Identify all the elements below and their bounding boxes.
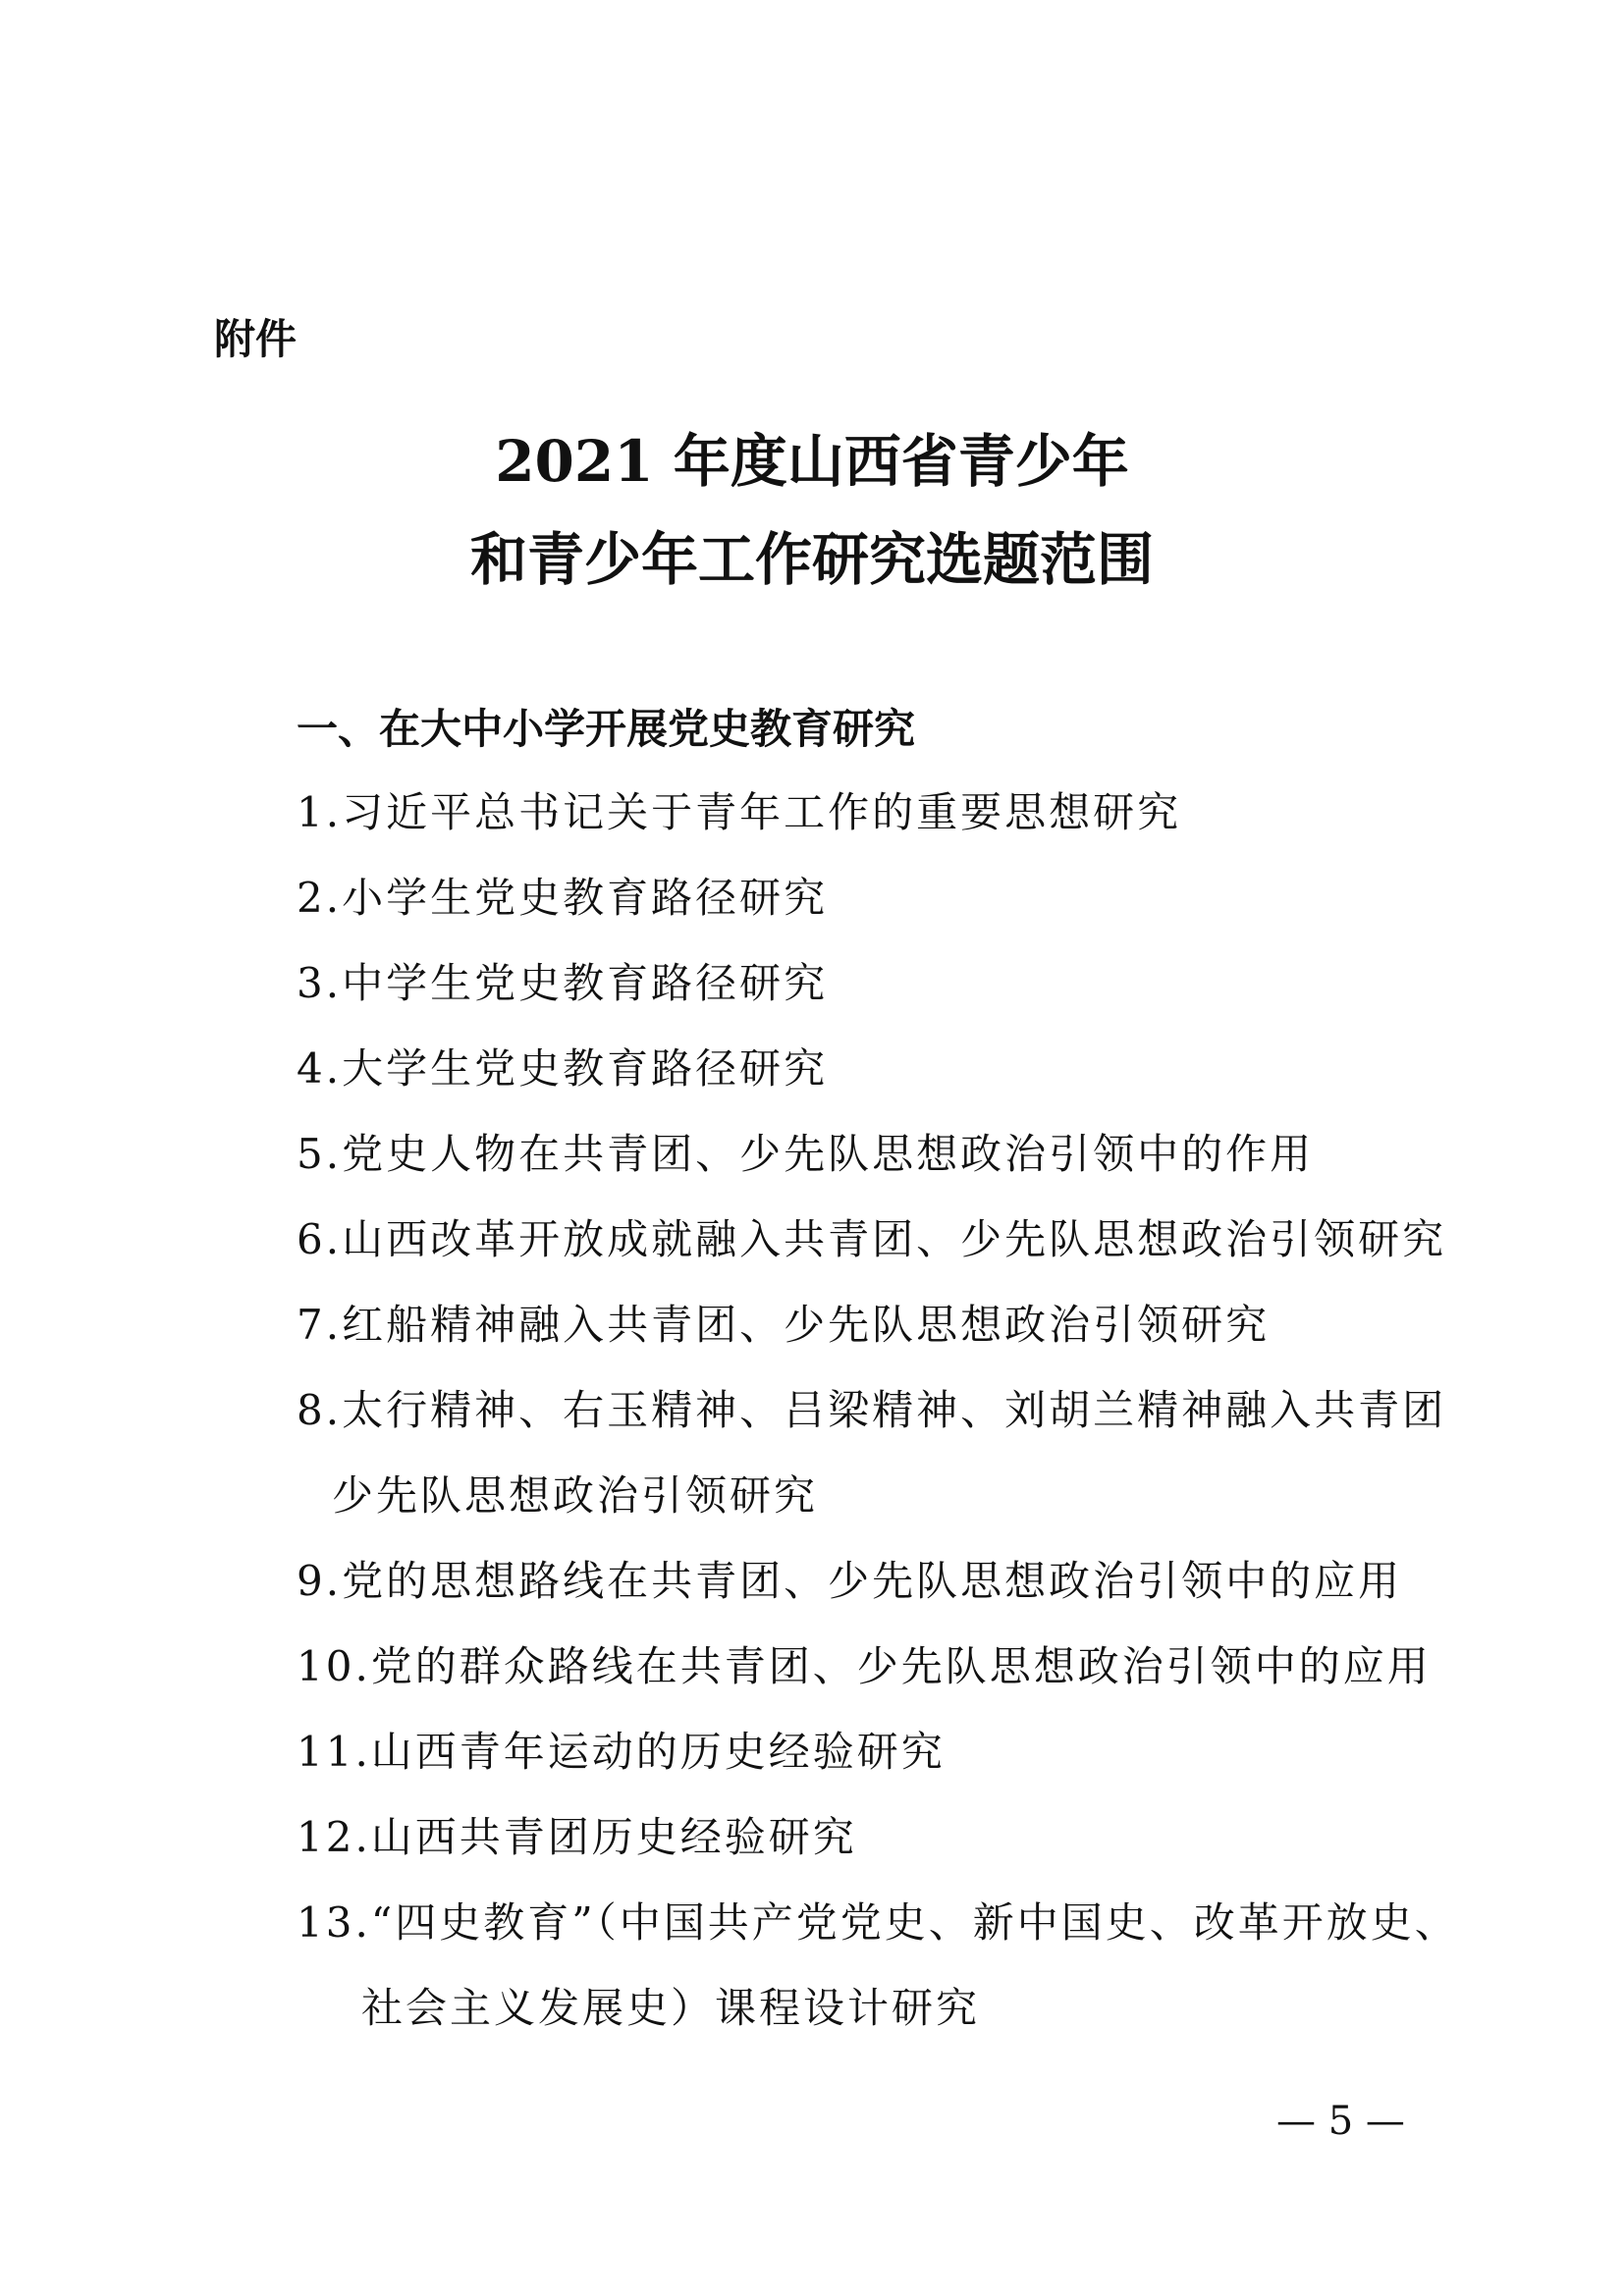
document-title-line-1: 2021 年度山西省青少年 — [495, 428, 1129, 495]
topic-item-9: 9.党的思想路线在共青团、少先队思想政治引领中的应用 — [297, 1557, 1403, 1605]
topic-item-5: 5.党史人物在共青团、少先队思想政治引领中的作用 — [297, 1130, 1315, 1178]
topic-item-10: 10.党的群众路线在共青团、少先队思想政治引领中的应用 — [297, 1642, 1432, 1690]
topic-item-2: 2.小学生党史教育路径研究 — [297, 874, 829, 922]
topic-item-8-continuation: 少先队思想政治引领研究 — [332, 1471, 819, 1520]
section-heading: 一、在大中小学开展党史教育研究 — [297, 705, 916, 753]
topic-item-6: 6.山西改革开放成就融入共青团、少先队思想政治引领研究 — [297, 1215, 1447, 1263]
document-title-line-2: 和青少年工作研究选题范围 — [469, 526, 1154, 593]
topic-item-4: 4.大学生党史教育路径研究 — [297, 1044, 829, 1093]
topic-item-3: 3.中学生党史教育路径研究 — [297, 959, 829, 1007]
topic-item-13: 13.“四史教育”（中国共产党党史、新中国史、改革开放史、 — [297, 1898, 1459, 1947]
topic-item-12: 12.山西共青团历史经验研究 — [297, 1813, 857, 1861]
topic-item-13-continuation: 社会主义发展史）课程设计研究 — [361, 1984, 981, 2032]
attachment-label: 附件 — [214, 315, 298, 363]
topic-item-8: 8.太行精神、右玉精神、吕梁精神、刘胡兰精神融入共青团 — [297, 1386, 1447, 1434]
topic-item-7: 7.红船精神融入共青团、少先队思想政治引领研究 — [297, 1301, 1271, 1349]
page-number: — 5 — — [1276, 2099, 1405, 2144]
topic-item-1: 1.习近平总书记关于青年工作的重要思想研究 — [297, 788, 1182, 836]
topic-item-11: 11.山西青年运动的历史经验研究 — [297, 1728, 946, 1776]
